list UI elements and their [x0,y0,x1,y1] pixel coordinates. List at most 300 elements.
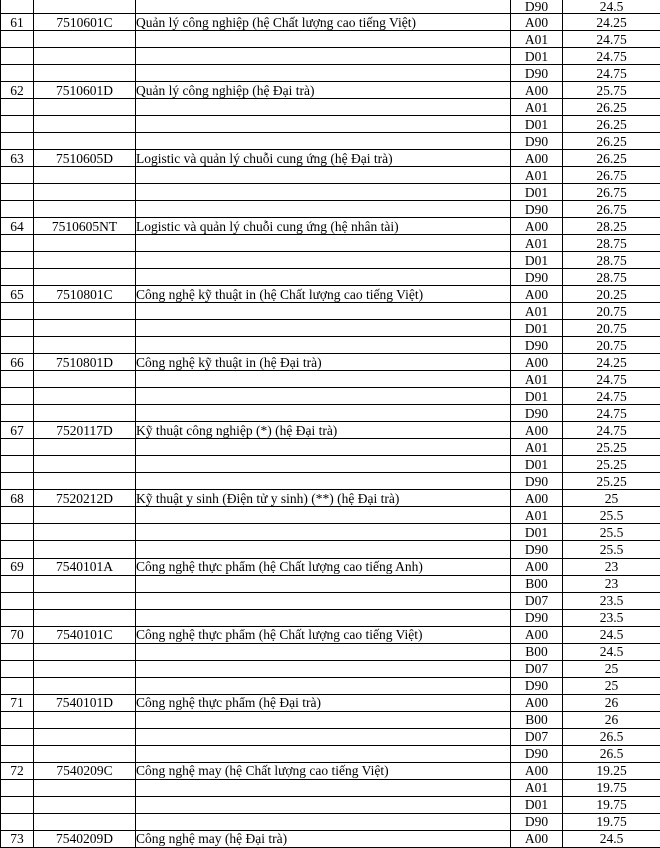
program-code-cell [34,48,136,65]
row-number-cell [1,660,34,677]
program-name-cell [136,609,511,626]
row-number-cell [1,48,34,65]
table-row [1,694,660,711]
score-cell: 26.5 [563,728,660,745]
score-cell: 25 [563,677,660,694]
block-cell: D90 [511,541,563,558]
score-cell: 24.75 [563,371,660,388]
program-name-cell [136,116,511,133]
block-cell: D01 [511,796,563,813]
program-code-cell [34,456,136,473]
score-cell: 24.75 [563,405,660,422]
program-code-cell: 7520117D [34,422,136,439]
program-name-cell [136,439,511,456]
block-cell: A01 [511,507,563,524]
program-code-cell [34,711,136,728]
program-name-cell [136,456,511,473]
row-number-cell [1,643,34,660]
program-name-cell [136,813,511,830]
program-name-cell: Công nghệ thực phẩm (hệ Chất lượng cao tiếng Anh) [136,558,511,575]
row-number-cell [1,677,34,694]
score-cell: 26.5 [563,745,660,762]
score-cell: 25.5 [563,524,660,541]
program-code-cell: 7510801C [34,286,136,303]
table-row [1,354,660,371]
program-name-cell [136,0,511,14]
program-name-cell [136,388,511,405]
table-row [1,150,660,167]
score-cell: 24.5 [563,643,660,660]
row-number-cell [1,609,34,626]
table-row [1,779,660,796]
block-cell: B00 [511,575,563,592]
row-number-cell [1,0,34,14]
row-number-cell [1,524,34,541]
table-row [1,31,660,48]
row-number-cell [1,405,34,422]
block-cell: A00 [511,218,563,235]
program-code-cell [34,303,136,320]
block-cell: D01 [511,456,563,473]
block-cell: D01 [511,252,563,269]
program-name-cell [136,524,511,541]
table-row [1,422,660,439]
row-number-cell [1,303,34,320]
table-row [1,524,660,541]
block-cell: D90 [511,745,563,762]
table-row [1,643,660,660]
block-cell: D01 [511,320,563,337]
program-code-cell [34,0,136,14]
program-name-cell [136,507,511,524]
block-cell: D90 [511,677,563,694]
table-row [1,303,660,320]
score-cell: 26.75 [563,201,660,218]
row-number-cell [1,31,34,48]
program-code-cell [34,116,136,133]
block-cell: A00 [511,354,563,371]
program-code-cell [34,779,136,796]
program-code-cell: 7510605NT [34,218,136,235]
score-cell: 24.75 [563,48,660,65]
row-number-cell [1,269,34,286]
program-code-cell [34,388,136,405]
row-number-cell [1,592,34,609]
row-number-cell [1,507,34,524]
block-cell: D90 [511,201,563,218]
score-cell: 23 [563,558,660,575]
row-number-cell: 66 [1,354,34,371]
score-cell: 19.25 [563,762,660,779]
block-cell: D07 [511,592,563,609]
block-cell: A00 [511,422,563,439]
row-number-cell [1,235,34,252]
program-name-cell [136,779,511,796]
block-cell: A01 [511,303,563,320]
row-number-cell [1,541,34,558]
program-code-cell [34,524,136,541]
program-code-cell [34,745,136,762]
block-cell: B00 [511,711,563,728]
block-cell: A00 [511,82,563,99]
block-cell: A01 [511,371,563,388]
score-cell: 24.75 [563,422,660,439]
program-code-cell [34,201,136,218]
program-name-cell [136,371,511,388]
table-row [1,490,660,507]
table-row [1,796,660,813]
program-code-cell: 7520212D [34,490,136,507]
program-code-cell [34,677,136,694]
program-name-cell [136,201,511,218]
program-code-cell [34,660,136,677]
program-name-cell [136,337,511,354]
score-cell: 24.75 [563,65,660,82]
block-cell: D90 [511,473,563,490]
program-name-cell [136,269,511,286]
table-row [1,473,660,490]
program-name-cell [136,48,511,65]
score-cell: 26.25 [563,150,660,167]
row-number-cell: 69 [1,558,34,575]
block-cell: D90 [511,609,563,626]
program-code-cell: 7540101A [34,558,136,575]
score-cell: 20.75 [563,337,660,354]
block-cell: D90 [511,405,563,422]
program-code-cell [34,439,136,456]
row-number-cell [1,133,34,150]
program-code-cell [34,541,136,558]
row-number-cell [1,813,34,830]
score-cell: 25.5 [563,507,660,524]
score-cell: 20.75 [563,303,660,320]
program-code-cell [34,269,136,286]
row-number-cell [1,473,34,490]
table-row [1,609,660,626]
block-cell: A00 [511,490,563,507]
table-row [1,745,660,762]
program-code-cell [34,405,136,422]
table-row [1,388,660,405]
score-cell: 19.75 [563,779,660,796]
row-number-cell: 72 [1,762,34,779]
program-code-cell: 7510605D [34,150,136,167]
score-cell: 25 [563,490,660,507]
program-code-cell: 7540101D [34,694,136,711]
block-cell: B00 [511,643,563,660]
program-name-cell [136,677,511,694]
program-name-cell [136,660,511,677]
score-cell: 28.75 [563,235,660,252]
program-name-cell [136,133,511,150]
row-number-cell: 62 [1,82,34,99]
score-cell: 25.25 [563,439,660,456]
row-number-cell: 68 [1,490,34,507]
row-number-cell [1,99,34,116]
table-row [1,575,660,592]
block-cell: A00 [511,286,563,303]
block-cell: A01 [511,99,563,116]
score-cell: 19.75 [563,813,660,830]
block-cell: A00 [511,694,563,711]
score-cell: 23.5 [563,609,660,626]
table-row [1,456,660,473]
program-code-cell [34,371,136,388]
table-row [1,762,660,779]
block-cell: A00 [511,762,563,779]
block-cell: D90 [511,0,563,14]
table-row [1,830,660,847]
program-name-cell [136,405,511,422]
program-code-cell: 7540209D [34,830,136,847]
block-cell: A01 [511,31,563,48]
row-number-cell [1,371,34,388]
row-number-cell [1,728,34,745]
block-cell: D90 [511,65,563,82]
score-cell: 23.5 [563,592,660,609]
score-cell: 24.75 [563,31,660,48]
program-name-cell [136,745,511,762]
table-row [1,320,660,337]
table-row [1,728,660,745]
program-name-cell: Công nghệ kỹ thuật in (hệ Chất lượng cao tiếng Việt) [136,286,511,303]
table-row [1,82,660,99]
row-number-cell: 64 [1,218,34,235]
program-name-cell: Công nghệ kỹ thuật in (hệ Đại trà) [136,354,511,371]
program-name-cell [136,711,511,728]
program-code-cell [34,473,136,490]
score-cell: 24.25 [563,14,660,31]
program-code-cell: 7540101C [34,626,136,643]
score-cell: 20.25 [563,286,660,303]
table-row [1,592,660,609]
row-number-cell [1,711,34,728]
block-cell: D07 [511,660,563,677]
program-code-cell [34,133,136,150]
table-row [1,65,660,82]
program-name-cell [136,303,511,320]
score-cell: 24.25 [563,354,660,371]
row-number-cell: 65 [1,286,34,303]
program-name-cell [136,320,511,337]
table-row [1,252,660,269]
program-code-cell [34,507,136,524]
program-name-cell [136,65,511,82]
table-row [1,660,660,677]
block-cell: D01 [511,116,563,133]
program-name-cell [136,99,511,116]
table-row [1,218,660,235]
row-number-cell: 63 [1,150,34,167]
table-row [1,133,660,150]
block-cell: A00 [511,626,563,643]
program-name-cell [136,184,511,201]
score-cell: 26.25 [563,99,660,116]
row-number-cell [1,337,34,354]
score-cell: 24.5 [563,830,660,847]
program-code-cell [34,167,136,184]
program-name-cell [136,167,511,184]
program-code-cell [34,252,136,269]
table-row [1,0,660,14]
table-row [1,167,660,184]
block-cell: D01 [511,388,563,405]
program-name-cell: Logistic và quản lý chuỗi cung ứng (hệ nhân tài) [136,218,511,235]
block-cell: D07 [511,728,563,745]
program-code-cell [34,728,136,745]
program-name-cell [136,252,511,269]
row-number-cell [1,201,34,218]
program-code-cell [34,31,136,48]
program-name-cell: Kỹ thuật công nghiệp (*) (hệ Đại trà) [136,422,511,439]
program-code-cell: 7510801D [34,354,136,371]
program-code-cell [34,796,136,813]
row-number-cell [1,388,34,405]
program-code-cell: 7510601D [34,82,136,99]
program-name-cell: Công nghệ may (hệ Đại trà) [136,830,511,847]
table-row [1,541,660,558]
program-code-cell [34,337,136,354]
program-code-cell [34,235,136,252]
score-cell: 26.25 [563,116,660,133]
block-cell: D90 [511,269,563,286]
score-cell: 25 [563,660,660,677]
program-name-cell: Quản lý công nghiệp (hệ Đại trà) [136,82,511,99]
block-cell: D90 [511,133,563,150]
row-number-cell [1,65,34,82]
block-cell: A01 [511,439,563,456]
score-cell: 25.25 [563,456,660,473]
score-cell: 26.75 [563,167,660,184]
table-row [1,269,660,286]
score-cell: 26.75 [563,184,660,201]
table-row [1,116,660,133]
row-number-cell [1,796,34,813]
score-cell: 28.25 [563,218,660,235]
row-number-cell: 71 [1,694,34,711]
block-cell: D01 [511,48,563,65]
row-number-cell [1,116,34,133]
score-cell: 24.5 [563,0,660,14]
table-row [1,14,660,31]
row-number-cell: 73 [1,830,34,847]
row-number-cell [1,320,34,337]
row-number-cell [1,439,34,456]
score-cell: 25.25 [563,473,660,490]
program-code-cell [34,643,136,660]
score-table-body [1,0,660,848]
program-name-cell: Kỹ thuật y sinh (Điện tử y sinh) (**) (hệ Đại trà) [136,490,511,507]
row-number-cell: 61 [1,14,34,31]
score-cell: 25.5 [563,541,660,558]
program-name-cell [136,31,511,48]
row-number-cell [1,252,34,269]
table-row [1,48,660,65]
row-number-cell [1,745,34,762]
program-name-cell [136,796,511,813]
score-cell: 28.75 [563,252,660,269]
block-cell: A00 [511,150,563,167]
program-code-cell: 7540209C [34,762,136,779]
program-code-cell [34,65,136,82]
row-number-cell: 67 [1,422,34,439]
program-name-cell [136,541,511,558]
program-name-cell: Quản lý công nghiệp (hệ Chất lượng cao tiếng Việt) [136,14,511,31]
table-row [1,99,660,116]
score-cell: 24.5 [563,626,660,643]
program-name-cell: Logistic và quản lý chuỗi cung ứng (hệ Đại trà) [136,150,511,167]
table-row [1,405,660,422]
table-row [1,337,660,354]
score-cell: 24.75 [563,388,660,405]
row-number-cell [1,779,34,796]
score-cell: 19.75 [563,796,660,813]
block-cell: A01 [511,235,563,252]
program-name-cell [136,728,511,745]
block-cell: D01 [511,184,563,201]
row-number-cell [1,184,34,201]
program-code-cell [34,813,136,830]
block-cell: A00 [511,558,563,575]
score-cell: 20.75 [563,320,660,337]
table-row [1,286,660,303]
table-row [1,813,660,830]
block-cell: D01 [511,524,563,541]
row-number-cell [1,575,34,592]
table-row [1,201,660,218]
score-cell: 23 [563,575,660,592]
program-name-cell [136,473,511,490]
score-cell: 28.75 [563,269,660,286]
block-cell: A01 [511,167,563,184]
table-row [1,184,660,201]
block-cell: A00 [511,830,563,847]
row-number-cell [1,167,34,184]
table-row [1,507,660,524]
block-cell: D90 [511,813,563,830]
table-row [1,626,660,643]
row-number-cell: 70 [1,626,34,643]
score-cell: 25.75 [563,82,660,99]
program-code-cell: 7510601C [34,14,136,31]
program-name-cell [136,575,511,592]
program-code-cell [34,184,136,201]
table-row [1,439,660,456]
block-cell: A01 [511,779,563,796]
block-cell: D90 [511,337,563,354]
program-code-cell [34,592,136,609]
row-number-cell [1,456,34,473]
table-row [1,711,660,728]
program-code-cell [34,609,136,626]
program-name-cell: Công nghệ thực phẩm (hệ Chất lượng cao tiếng Việt) [136,626,511,643]
program-name-cell [136,643,511,660]
program-name-cell [136,235,511,252]
score-cell: 26 [563,711,660,728]
table-row [1,371,660,388]
program-name-cell: Công nghệ may (hệ Chất lượng cao tiếng Việt) [136,762,511,779]
table-row [1,235,660,252]
program-code-cell [34,99,136,116]
table-row [1,558,660,575]
program-name-cell [136,592,511,609]
score-cell: 26 [563,694,660,711]
block-cell: A00 [511,14,563,31]
program-code-cell [34,320,136,337]
program-code-cell [34,575,136,592]
program-name-cell: Công nghệ thực phẩm (hệ Đại trà) [136,694,511,711]
score-cell: 26.25 [563,133,660,150]
